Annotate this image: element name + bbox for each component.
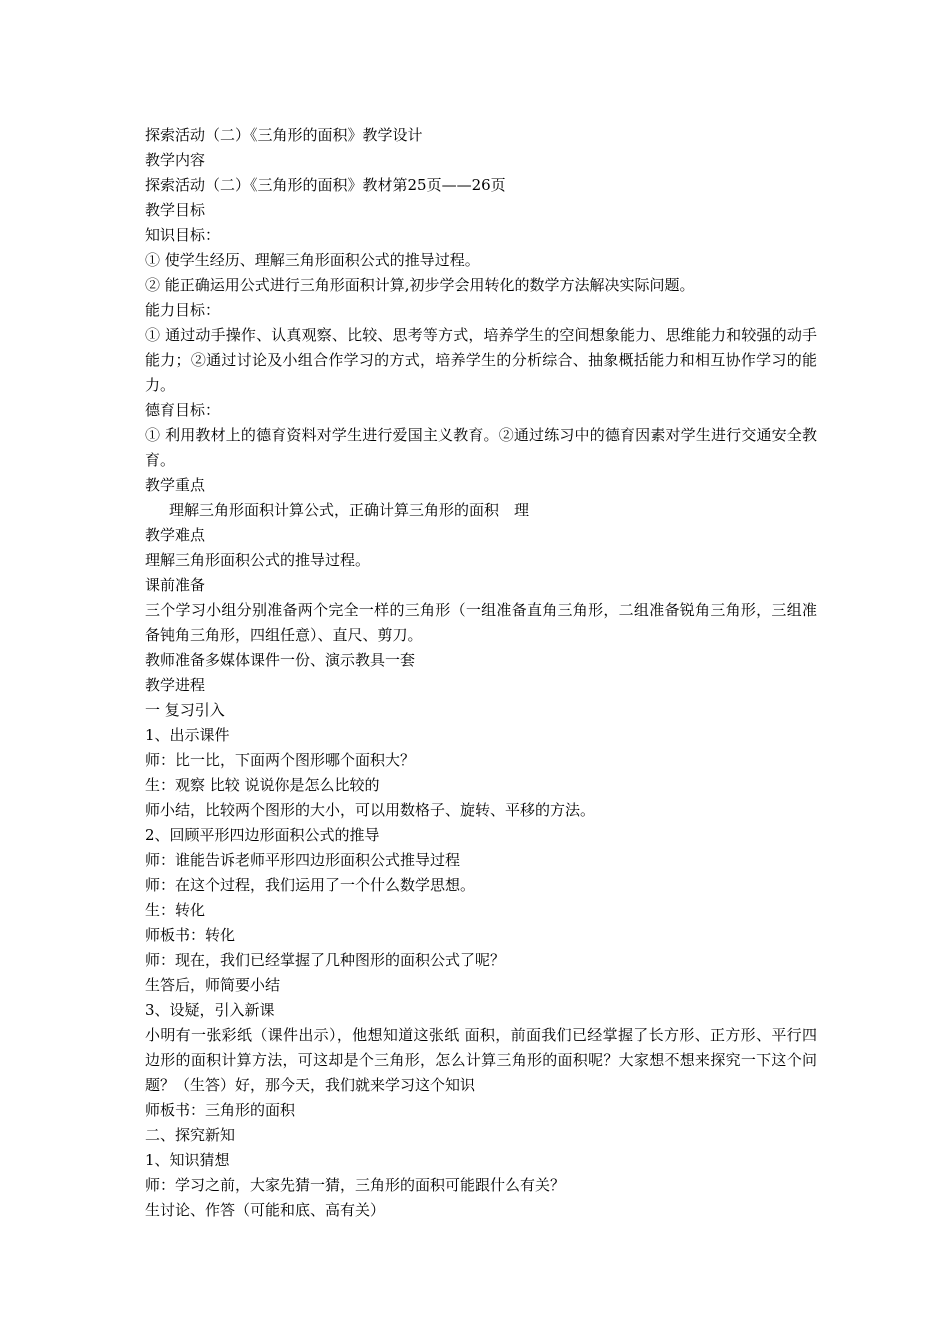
text-line: ① 使学生经历、理解三角形面积公式的推导过程。	[145, 251, 480, 269]
document-body	[145, 123, 817, 1223]
text-line: 生：转化	[145, 901, 206, 919]
subheading-moral: 德育目标：	[145, 401, 221, 419]
text-line: 3、设疑，引入新课	[145, 1001, 275, 1019]
text-line: 师板书：三角形的面积	[145, 1101, 296, 1119]
text-line: 探索活动（二）《三角形的面积》教材第25页——26页	[145, 176, 506, 194]
text-line: 师小结，比较两个图形的大小，可以用数格子、旋转、平移的方法。	[145, 801, 596, 819]
text-line: 教师准备多媒体课件一份、演示教具一套	[145, 651, 416, 669]
section-heading-process: 教学进程	[145, 676, 206, 694]
section-heading-key-point: 教学重点	[145, 476, 206, 494]
text-line: 师：现在，我们已经掌握了几种图形的面积公式了呢？	[145, 951, 506, 969]
paragraph-preparation: 三个学习小组分别准备两个完全一样的三角形（一组准备直角三角形，二组准备锐角三角形，三组准备钝角三角形，四组任意）、直尺、剪刀。	[145, 601, 817, 644]
text-line: 理解三角形面积公式的推导过程。	[145, 551, 371, 569]
text-line: 一 复习引入	[145, 701, 225, 719]
text-line: 师：学习之前，大家先猜一猜，三角形的面积可能跟什么有关？	[145, 1176, 566, 1194]
subheading-knowledge: 知识目标：	[145, 226, 221, 244]
paragraph-question: 小明有一张彩纸（课件出示），他想知道这张纸 面积，前面我们已经掌握了长方形、正方形、平行四边形的面积计算方法，可这却是个三角形，怎么计算三角形的面积呢？大家想不想来探究一下这个问题？（生答）好，那今天，我们就来学习这个知识	[145, 1026, 817, 1094]
text-line: 2、回顾平形四边形面积公式的推导	[145, 826, 380, 844]
section-heading-objectives: 教学目标	[145, 201, 206, 219]
section-heading-difficulty: 教学难点	[145, 526, 206, 544]
text-line: 生答后，师简要小结	[145, 976, 281, 994]
text-line: ② 能正确运用公式进行三角形面积计算,初步学会用转化的数学方法解决实际问题。	[145, 276, 695, 294]
text-line: 1、知识猜想	[145, 1151, 230, 1169]
text-line: 师：在这个过程，我们运用了一个什么数学思想。	[145, 876, 476, 894]
text-line: 师板书：转化	[145, 926, 236, 944]
text-line: 师：比一比，下面两个图形哪个面积大？	[145, 751, 416, 769]
text-line: 理解三角形面积计算公式，正确计算三角形的面积 理	[169, 501, 530, 519]
text-line: 生：观察 比较 说说你是怎么比较的	[145, 776, 380, 794]
section-heading-preparation: 课前准备	[145, 576, 206, 594]
text-line: 二、探究新知	[145, 1126, 236, 1144]
text-line: 1、出示课件	[145, 726, 230, 744]
document-title: 探索活动（二）《三角形的面积》教学设计	[145, 126, 423, 144]
text-line: 师：谁能告诉老师平形四边形面积公式推导过程	[145, 851, 461, 869]
text-line: 生讨论、作答（可能和底、高有关）	[145, 1201, 386, 1219]
paragraph-moral: ① 利用教材上的德育资料对学生进行爱国主义教育。②通过练习中的德育因素对学生进行交通安全教育。	[145, 426, 817, 469]
paragraph-ability: ① 通过动手操作、认真观察、比较、思考等方式，培养学生的空间想象能力、思维能力和较强的动手能力；②通过讨论及小组合作学习的方式，培养学生的分析综合、抽象概括能力和相互协作学习的能力。	[145, 326, 817, 394]
subheading-ability: 能力目标：	[145, 301, 221, 319]
section-heading-content: 教学内容	[145, 151, 206, 169]
